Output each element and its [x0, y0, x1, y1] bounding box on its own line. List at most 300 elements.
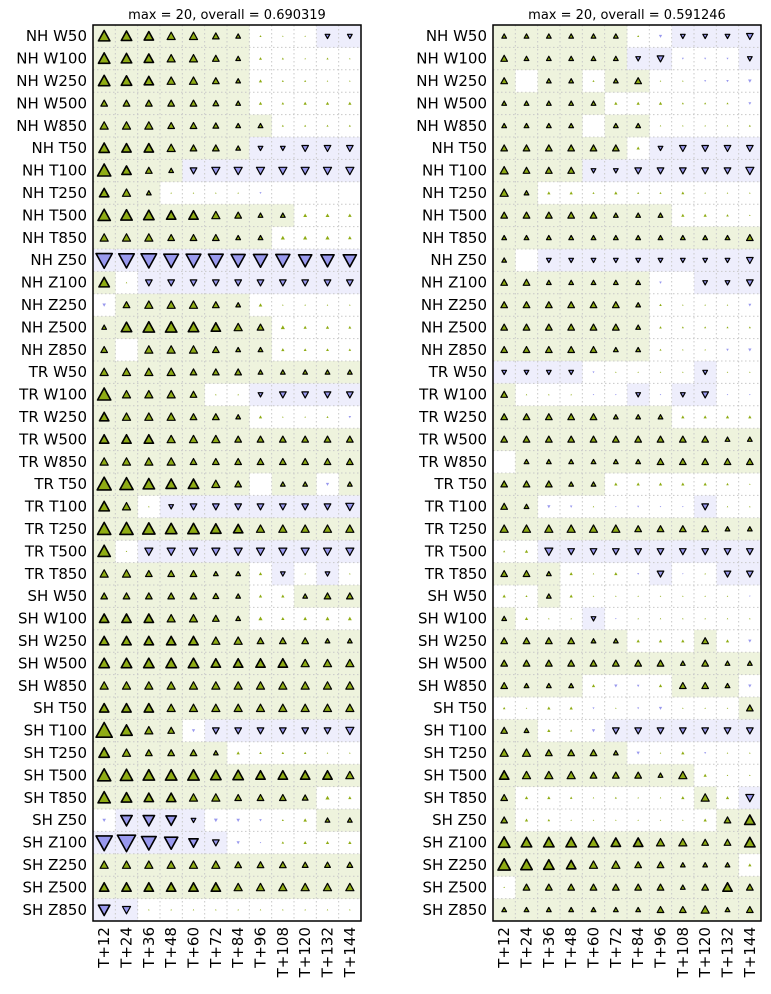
positive-marker	[749, 618, 750, 619]
column-label: T+84	[229, 927, 248, 968]
row-label: SH W500	[17, 654, 87, 673]
positive-marker	[615, 819, 616, 820]
positive-marker	[727, 707, 728, 708]
positive-marker	[682, 125, 683, 126]
negative-marker	[592, 729, 595, 732]
positive-marker	[349, 349, 352, 351]
row-label: SH Z250	[422, 856, 487, 874]
negative-marker	[592, 371, 594, 373]
row-label: SH T50	[33, 699, 87, 718]
positive-marker	[260, 909, 261, 910]
positive-marker	[348, 326, 351, 329]
positive-marker	[660, 125, 661, 126]
positive-marker	[259, 102, 262, 105]
positive-marker	[303, 236, 307, 240]
positive-marker	[282, 125, 284, 127]
positive-marker	[282, 80, 284, 82]
positive-marker	[326, 213, 330, 217]
positive-marker	[682, 371, 683, 372]
positive-marker	[259, 303, 263, 306]
positive-marker	[727, 618, 728, 619]
positive-marker	[637, 192, 639, 194]
positive-marker	[682, 595, 683, 596]
positive-marker	[326, 416, 328, 418]
positive-marker	[614, 102, 617, 105]
row-label: TR T100	[24, 497, 87, 516]
row-label: TR W850	[419, 452, 487, 471]
column-label: T+60	[584, 927, 603, 968]
positive-marker	[281, 348, 284, 351]
scorecard-panel-left	[16, 8, 361, 978]
positive-marker	[327, 752, 328, 753]
positive-marker	[659, 684, 662, 687]
row-label: NH W850	[16, 116, 87, 135]
negative-marker	[570, 506, 573, 508]
positive-marker	[749, 752, 750, 753]
positive-marker	[570, 618, 571, 619]
positive-marker	[326, 617, 330, 621]
positive-marker	[570, 797, 573, 799]
positive-marker	[348, 236, 352, 239]
positive-marker	[749, 371, 750, 372]
column-label: T+48	[162, 927, 181, 968]
positive-marker	[659, 102, 662, 105]
positive-marker	[326, 102, 329, 105]
column-label: T+144	[740, 927, 759, 978]
row-label: TR W500	[19, 430, 87, 449]
negative-marker	[236, 819, 240, 822]
positive-marker	[592, 192, 594, 194]
positive-marker	[748, 863, 751, 866]
negative-marker	[547, 505, 550, 508]
row-label: SH W250	[17, 632, 87, 650]
negative-marker	[260, 842, 261, 843]
positive-marker	[547, 707, 550, 710]
negative-marker	[659, 35, 662, 38]
positive-marker	[282, 58, 284, 60]
negative-marker	[614, 684, 617, 687]
positive-marker	[349, 573, 350, 574]
positive-marker	[659, 192, 661, 194]
positive-marker	[682, 618, 683, 619]
positive-marker	[349, 80, 350, 81]
positive-marker	[282, 752, 285, 754]
positive-marker	[281, 617, 284, 620]
negative-marker	[592, 707, 594, 709]
positive-marker	[325, 796, 329, 800]
negative-marker	[749, 394, 750, 395]
positive-marker	[525, 819, 528, 822]
row-label: TR W50	[28, 363, 87, 382]
positive-marker	[148, 506, 149, 507]
positive-marker	[660, 819, 661, 820]
row-label: NH Z250	[20, 296, 87, 314]
row-label: NH Z250	[420, 296, 487, 314]
positive-marker	[215, 909, 216, 910]
positive-marker	[282, 909, 283, 910]
row-label: SH W50	[427, 587, 487, 606]
positive-marker	[660, 371, 661, 372]
positive-marker	[259, 572, 262, 575]
row-label: SH T850	[423, 788, 487, 807]
negative-marker	[259, 819, 262, 821]
row-label: NH W250	[416, 72, 487, 90]
positive-marker	[637, 371, 638, 372]
positive-marker	[325, 236, 329, 240]
negative-marker	[659, 707, 662, 710]
negative-marker	[593, 394, 594, 395]
positive-marker	[704, 192, 705, 193]
panel-title: max = 20, overall = 0.690319	[128, 8, 326, 23]
positive-marker	[660, 797, 661, 798]
negative-marker	[660, 506, 661, 507]
positive-marker	[570, 707, 573, 710]
positive-marker	[259, 752, 262, 754]
positive-marker	[547, 191, 550, 194]
positive-marker	[726, 796, 729, 799]
row-label: NH W100	[16, 49, 87, 68]
row-label: NH T250	[21, 184, 87, 202]
positive-marker	[727, 595, 728, 596]
positive-marker	[503, 595, 506, 598]
row-label: NH T50	[431, 139, 487, 158]
positive-marker	[726, 483, 729, 485]
positive-marker	[704, 573, 705, 574]
column-label: T+36	[539, 927, 558, 968]
positive-marker	[704, 774, 707, 777]
positive-marker	[614, 191, 617, 194]
positive-marker	[704, 214, 707, 217]
positive-marker	[282, 35, 283, 36]
positive-marker	[615, 371, 616, 372]
row-label: SH T100	[23, 721, 87, 740]
column-label: T+24	[517, 927, 536, 968]
positive-marker	[326, 348, 329, 351]
positive-marker	[525, 595, 527, 597]
column-label: T+108	[273, 927, 292, 978]
positive-marker	[326, 58, 328, 60]
positive-marker	[726, 102, 728, 104]
positive-marker	[503, 550, 505, 552]
positive-marker	[304, 573, 305, 574]
negative-marker	[637, 707, 639, 709]
negative-marker	[682, 506, 683, 507]
positive-marker	[681, 214, 684, 217]
row-label: NH W100	[416, 49, 487, 68]
positive-marker	[525, 550, 528, 553]
column-label: T+24	[117, 927, 136, 968]
positive-marker	[749, 192, 750, 193]
positive-marker	[170, 909, 171, 910]
positive-marker	[681, 192, 684, 195]
negative-marker	[704, 58, 706, 60]
column-label: T+36	[139, 927, 158, 968]
positive-marker	[659, 639, 662, 642]
positive-marker	[682, 304, 683, 305]
row-label: SH W250	[417, 632, 487, 650]
positive-marker	[215, 394, 216, 395]
positive-marker	[570, 191, 573, 194]
positive-marker	[304, 326, 307, 329]
column-label: T+72	[206, 927, 225, 968]
column-label: T+120	[296, 927, 315, 978]
negative-marker	[102, 304, 106, 307]
positive-marker	[726, 415, 729, 418]
positive-marker	[592, 80, 594, 82]
positive-marker	[548, 394, 549, 395]
row-label: NH Z500	[420, 318, 487, 337]
negative-marker	[326, 483, 329, 486]
positive-marker	[727, 192, 728, 193]
positive-marker	[682, 80, 683, 81]
positive-marker	[749, 215, 750, 216]
positive-marker	[281, 595, 284, 598]
negative-marker	[637, 685, 640, 687]
scorecard-panel-right	[416, 8, 761, 978]
positive-marker	[126, 282, 127, 283]
positive-marker	[615, 595, 616, 596]
row-label: TR W250	[19, 408, 87, 426]
positive-marker	[637, 819, 638, 820]
positive-marker	[349, 304, 350, 305]
positive-marker	[327, 909, 328, 910]
row-label: SH Z50	[432, 811, 487, 830]
positive-marker	[237, 909, 238, 910]
positive-marker	[682, 349, 683, 350]
positive-marker	[704, 349, 705, 350]
positive-marker	[615, 797, 617, 799]
positive-marker	[682, 707, 683, 708]
positive-marker	[727, 775, 728, 776]
positive-marker	[681, 639, 684, 642]
column-label: T+108	[673, 927, 692, 978]
positive-marker	[748, 415, 751, 418]
positive-marker	[304, 909, 305, 910]
column-label: T+60	[184, 927, 203, 968]
positive-marker	[727, 125, 728, 126]
negative-marker	[726, 349, 729, 351]
positive-marker	[548, 819, 551, 821]
row-label: TR T250	[424, 520, 487, 538]
positive-marker	[193, 192, 194, 193]
positive-marker	[304, 416, 305, 417]
positive-marker	[547, 796, 550, 799]
row-labels	[16, 27, 87, 919]
positive-marker	[237, 394, 238, 395]
positive-marker	[126, 551, 127, 552]
negative-marker	[637, 752, 640, 755]
positive-marker	[304, 125, 306, 127]
row-label: NH Z850	[20, 340, 87, 359]
positive-marker	[593, 506, 594, 507]
negative-marker	[637, 506, 639, 508]
row-label: SH W100	[417, 609, 487, 628]
negative-marker	[660, 394, 661, 395]
positive-marker	[614, 483, 617, 486]
row-label: SH W850	[17, 676, 87, 695]
positive-marker	[727, 304, 728, 305]
negative-marker	[637, 573, 639, 575]
row-label: NH Z850	[420, 340, 487, 359]
positive-marker	[593, 595, 594, 596]
positive-marker	[704, 304, 705, 305]
row-label: NH Z50	[430, 251, 487, 270]
column-label: T+96	[251, 927, 270, 968]
positive-marker	[659, 483, 662, 486]
positive-marker	[570, 595, 573, 598]
positive-marker	[681, 751, 684, 754]
row-label: SH T850	[23, 788, 87, 807]
positive-marker	[637, 483, 640, 486]
positive-marker	[304, 35, 305, 36]
row-label: TR W850	[19, 452, 87, 471]
positive-marker	[704, 819, 707, 822]
negative-marker	[615, 394, 616, 395]
positive-marker	[749, 483, 750, 484]
row-label: NH W500	[16, 94, 87, 113]
row-label: TR W500	[419, 430, 487, 449]
row-label: NH Z50	[30, 251, 87, 270]
positive-marker	[327, 80, 328, 81]
row-label: NH T250	[421, 184, 487, 202]
column-label: T+12	[495, 927, 514, 968]
row-label: TR T100	[424, 497, 487, 516]
positive-marker	[348, 214, 352, 217]
negative-marker	[704, 752, 706, 754]
row-label: NH T850	[421, 228, 487, 247]
row-label: NH W50	[25, 27, 87, 46]
positive-marker	[259, 35, 261, 37]
positive-marker	[660, 618, 661, 619]
positive-marker	[681, 415, 684, 418]
positive-marker	[282, 819, 284, 821]
positive-marker	[704, 483, 707, 486]
positive-marker	[348, 796, 351, 799]
row-label: TR T850	[24, 564, 87, 583]
negative-marker	[726, 58, 728, 60]
negative-marker	[704, 80, 706, 82]
row-label: SH T100	[423, 721, 487, 740]
positive-marker	[304, 58, 305, 59]
row-label: SH T500	[423, 766, 487, 785]
row-label: NH Z500	[20, 318, 87, 337]
row-label: SH Z850	[422, 900, 487, 919]
positive-marker	[726, 326, 728, 328]
negative-marker	[726, 80, 729, 82]
row-label: SH W500	[417, 654, 487, 673]
positive-marker	[237, 751, 240, 754]
row-label: SH Z850	[22, 900, 87, 919]
positive-marker	[727, 506, 728, 507]
row-label: TR T850	[424, 564, 487, 583]
positive-marker	[326, 841, 329, 844]
positive-marker	[637, 147, 640, 150]
positive-marker	[348, 617, 352, 621]
positive-marker	[749, 506, 750, 507]
positive-marker	[704, 595, 705, 596]
positive-marker	[304, 304, 305, 305]
positive-marker	[237, 192, 238, 193]
positive-marker	[259, 57, 262, 60]
column-label: T+132	[718, 927, 737, 978]
positive-marker	[281, 325, 285, 329]
positive-marker	[281, 236, 285, 240]
row-label: TR W100	[419, 385, 487, 404]
row-label: NH T500	[21, 206, 87, 225]
positive-marker	[303, 818, 307, 821]
negative-marker	[615, 506, 616, 507]
row-label: NH W250	[16, 72, 87, 90]
positive-marker	[660, 752, 661, 753]
positive-marker	[526, 394, 527, 395]
positive-marker	[503, 887, 504, 888]
positive-marker	[704, 125, 705, 126]
positive-marker	[593, 797, 594, 798]
positive-marker	[348, 841, 351, 844]
positive-marker	[592, 684, 595, 687]
column-label: T+12	[95, 927, 114, 968]
negative-marker	[615, 618, 616, 619]
positive-marker	[282, 841, 285, 843]
positive-marker	[593, 819, 594, 820]
row-label: TR T500	[424, 542, 487, 561]
negative-marker	[749, 596, 750, 597]
positive-marker	[304, 80, 306, 82]
positive-marker	[570, 394, 571, 395]
row-label: SH W50	[27, 587, 87, 606]
row-label: NH T500	[421, 206, 487, 225]
negative-marker	[748, 348, 751, 351]
row-label: SH T50	[433, 699, 487, 718]
row-label: NH T50	[31, 139, 87, 158]
negative-marker	[748, 640, 751, 643]
column-label: T+132	[318, 927, 337, 978]
row-label: SH T250	[423, 744, 487, 762]
positive-marker	[327, 304, 328, 305]
negative-marker	[102, 819, 106, 822]
positive-marker	[681, 483, 684, 486]
row-label: NH W500	[416, 94, 487, 113]
positive-marker	[726, 214, 729, 216]
positive-marker	[259, 415, 262, 418]
positive-marker	[258, 617, 262, 621]
negative-marker	[748, 304, 751, 307]
positive-marker	[749, 125, 751, 127]
positive-marker	[215, 192, 216, 193]
positive-marker	[349, 752, 350, 753]
positive-marker	[282, 304, 283, 305]
positive-marker	[615, 707, 616, 708]
positive-marker	[148, 909, 149, 910]
positive-marker	[637, 797, 638, 798]
positive-marker	[704, 326, 706, 328]
negative-marker	[727, 394, 728, 395]
positive-marker	[259, 79, 262, 82]
column-label: T+144	[340, 927, 359, 978]
column-label: T+84	[629, 927, 648, 968]
positive-marker	[570, 819, 571, 820]
row-label: SH Z500	[422, 878, 487, 897]
row-label: TR T50	[434, 475, 487, 494]
negative-marker	[748, 102, 751, 105]
positive-marker	[637, 102, 640, 105]
positive-marker	[304, 752, 307, 754]
row-label: SH T250	[23, 744, 87, 762]
negative-marker	[237, 841, 240, 844]
negative-marker	[682, 58, 684, 60]
row-label: NH Z100	[20, 273, 87, 292]
positive-marker	[614, 572, 617, 575]
